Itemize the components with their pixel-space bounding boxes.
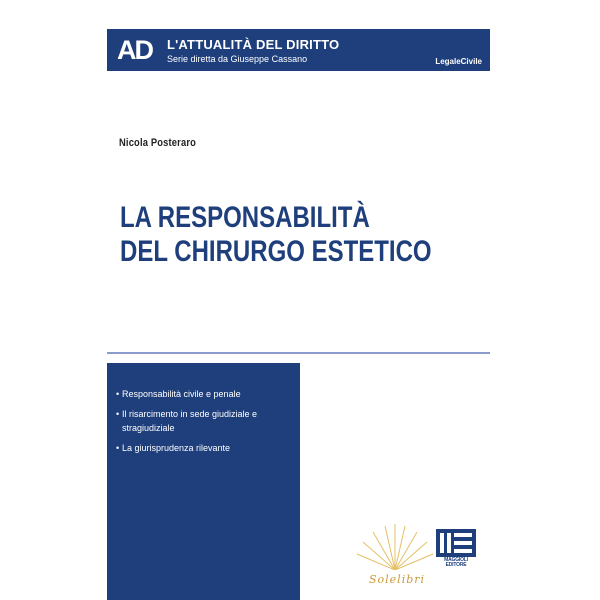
- publisher-logo: [434, 529, 478, 569]
- title-line-2: DEL CHIRURGO ESTETICO: [120, 235, 432, 268]
- divider: [107, 352, 490, 354]
- bullet-icon: •: [116, 409, 120, 419]
- book-title: [120, 201, 432, 269]
- watermark-text: Solelibri: [369, 573, 426, 586]
- topic-item: [116, 407, 296, 435]
- publisher-name: [434, 558, 478, 568]
- topic-text: Il risarcimento in sede giudiziale e stragiudiziale: [122, 409, 258, 433]
- title-line-1: LA RESPONSABILITÀ: [120, 201, 370, 234]
- sunburst-icon: [355, 524, 435, 570]
- topics-list: [116, 387, 296, 461]
- topic-item: [116, 387, 296, 401]
- topic-text: Responsabilità civile e penale: [122, 389, 241, 399]
- author-name: Nicola Posteraro: [119, 137, 197, 149]
- publisher-mark-icon: [436, 529, 476, 557]
- topics-box: [107, 363, 300, 600]
- series-title: L'ATTUALITÀ DEL DIRITTO: [167, 37, 340, 52]
- bullet-icon: •: [116, 443, 120, 453]
- series-tag: LegaleCivile: [435, 57, 482, 66]
- topic-item: [116, 441, 296, 455]
- publisher-name-line-1: MAGGIOLI: [444, 557, 468, 563]
- publisher-name-line-2: EDITORE: [445, 562, 467, 568]
- series-subtitle: Serie diretta da Giuseppe Cassano: [167, 54, 308, 64]
- book-cover: [107, 29, 490, 600]
- series-logo: AD: [117, 35, 152, 65]
- series-header: [107, 29, 490, 71]
- bullet-icon: •: [116, 389, 120, 399]
- topic-text: La giurisprudenza rilevante: [122, 443, 231, 453]
